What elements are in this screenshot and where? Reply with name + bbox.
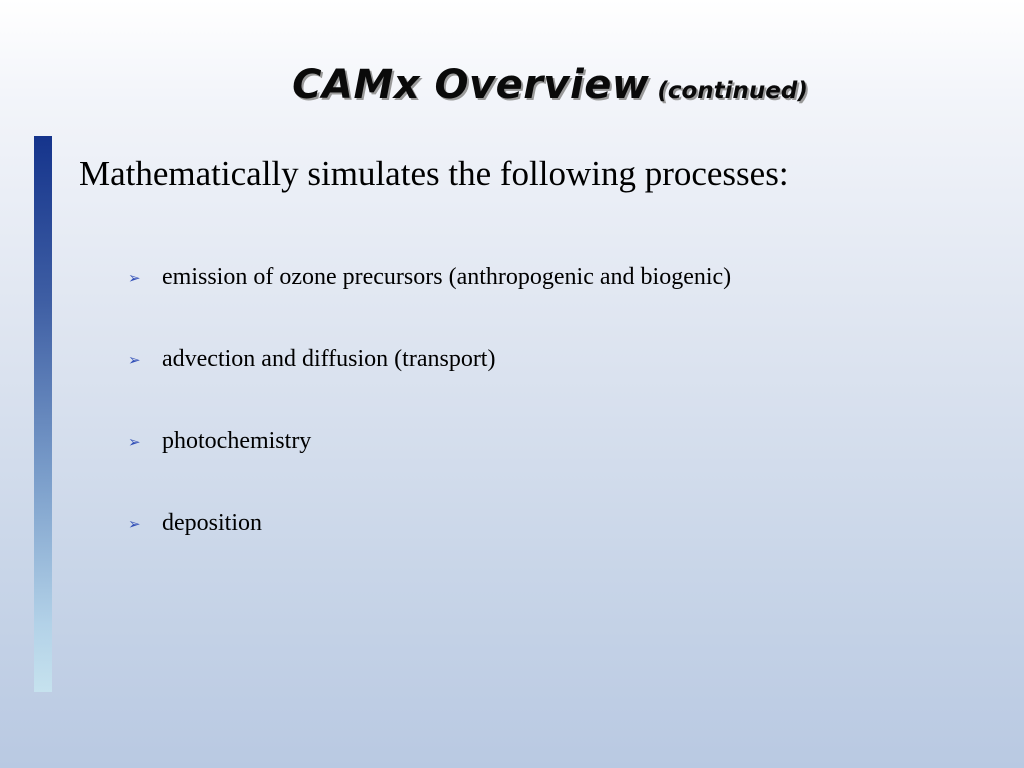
title-suffix: (continued) <box>657 78 808 104</box>
arrow-bullet-icon: ➢ <box>128 351 141 369</box>
slide-title <box>0 62 1024 108</box>
bullet-text: advection and diffusion (transport) <box>162 346 496 372</box>
arrow-bullet-icon: ➢ <box>128 515 141 533</box>
arrow-bullet-icon: ➢ <box>128 433 141 451</box>
bullet-text: emission of ozone precursors (anthropogenic and biogenic) <box>162 264 732 290</box>
arrow-bullet-icon: ➢ <box>128 269 141 287</box>
title-main: CAMx Overview <box>292 62 650 108</box>
accent-side-bar <box>34 136 52 692</box>
bullet-text: photochemistry <box>162 428 312 454</box>
lead-text: Mathematically simulates the following processes: <box>79 154 789 193</box>
bullet-text: deposition <box>162 510 262 536</box>
